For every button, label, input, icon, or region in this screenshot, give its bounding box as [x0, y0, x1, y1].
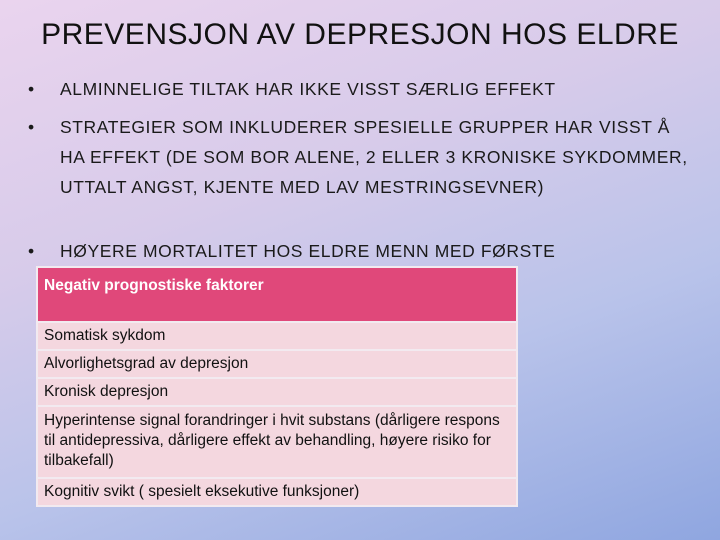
table-cell: Hyperintense signal forandringer i hvit substans (dårligere respons til antidepressiva, dårligere effekt av behandling, høyere risiko for tilbakefall) [37, 406, 517, 478]
table-cell: Somatisk sykdom [37, 322, 517, 350]
bullet-item [28, 74, 688, 104]
bullet-text: ALMINNELIGE TILTAK HAR IKKE VISST SÆRLIG EFFEKT [60, 79, 556, 99]
table-row [37, 478, 517, 506]
bullet-item [28, 236, 688, 266]
bullet-text: STRATEGIER SOM INKLUDERER SPESIELLE GRUPPER HAR VISST Å HA EFFEKT (DE SOM BOR ALENE, 2 ELLER 3 KRONISKE SYKDOMMER, UTTALT ANGST, KJENTE MED LAV MESTRINGSEVNER) [60, 117, 688, 197]
table-row [37, 350, 517, 378]
prognostic-factors-table [36, 266, 518, 507]
table-row [37, 406, 517, 478]
table-row [37, 378, 517, 406]
bullet-item [28, 112, 688, 202]
bullet-icon: • [28, 241, 35, 261]
table-header-row [37, 267, 517, 322]
table-cell: Kognitiv svikt ( spesielt eksekutive funksjoner) [37, 478, 517, 506]
table-cell: Kronisk depresjon [37, 378, 517, 406]
table-cell: Alvorlighetsgrad av depresjon [37, 350, 517, 378]
bullet-icon: • [28, 117, 35, 137]
bullet-icon: • [28, 79, 35, 99]
bullet-text: HØYERE MORTALITET HOS ELDRE MENN MED FØRSTE [60, 241, 556, 261]
slide-title: PREVENSJON AV DEPRESJON HOS ELDRE [41, 18, 679, 51]
table-header: Negativ prognostiske faktorer [37, 267, 517, 322]
table-row [37, 322, 517, 350]
